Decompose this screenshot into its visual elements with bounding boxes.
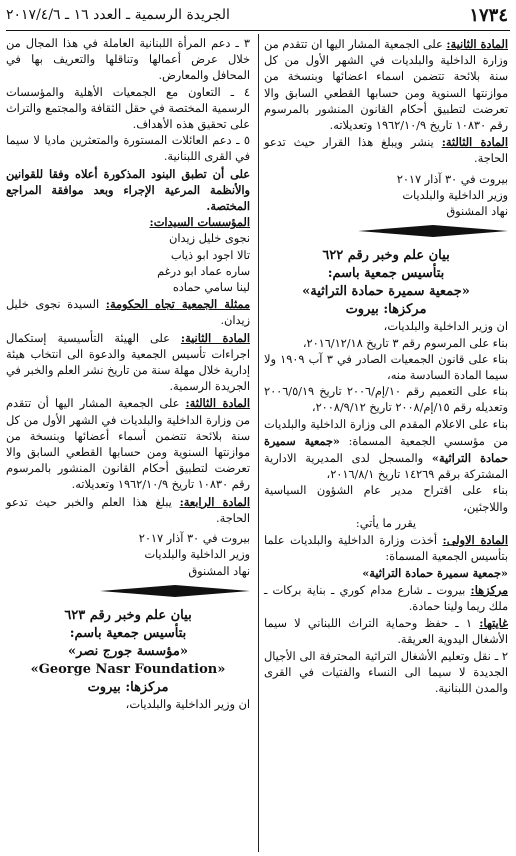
founder: تالا اجود ابو ذياب xyxy=(170,248,250,262)
article-2b: المادة الثانية: على الهيئة التأسيسية إستكمال اجراءات تأسيس الجمعية والدعوة الى انتخاب هيئة إدارية خلال مهلة سنة من تاريخ نشر العلم والخبر في الجريدة الرسمية. xyxy=(6,330,250,394)
association-name: «جمعية سميرة حمادة التراثية» xyxy=(302,284,470,300)
article-1-name: «جمعية سميرة حمادة التراثية» xyxy=(362,566,508,581)
headquarters: مركزها: بيروت xyxy=(87,679,169,695)
preamble-2: بناء على قانون الجمعيات الصادر في ٣ آب ١٩٠٩ ولا سيما المادة السادسة منه، xyxy=(264,352,508,383)
signature-name: نهاد المشنوق xyxy=(188,564,250,578)
notice-title: بيان علم وخبر رقم ٦٢٢ xyxy=(322,248,450,264)
signature-date: بيروت في ٣٠ آذار ٢٠١٧ xyxy=(396,172,508,186)
notice-title: بيان علم وخبر رقم ٦٢٣ xyxy=(64,607,192,623)
article-4b: المادة الرابعة: يبلغ هذا العلم والخبر حيث تدعو الحاجة. xyxy=(6,494,251,525)
decides-line: يقرر ما يأتي: xyxy=(355,516,417,530)
article-3: المادة الثالثة: ينشر ويبلغ هذا القرار حيث تدعو الحاجة. xyxy=(264,135,509,166)
intro-line: ان وزير الداخلية والبلديات، xyxy=(125,697,250,711)
notice-subtitle: بتأسيس جمعية باسم: xyxy=(327,266,445,282)
preamble-5: بناء على اقتراح مدير عام الشؤون السياسية واللاجئين، xyxy=(264,484,508,514)
headquarters: مركزها: بيروت xyxy=(345,302,427,318)
goal-5: ٥ ـ دعم العائلات المستورة والمتعثرين ماديا لا سيما في القرى اللبنانية. xyxy=(6,134,250,164)
founder: لينا سامي حماده xyxy=(172,281,250,295)
intro-line: ان وزير الداخلية والبلديات، xyxy=(383,320,508,334)
signature-title: وزير الداخلية والبلديات xyxy=(402,188,508,202)
signature-title: وزير الداخلية والبلديات xyxy=(144,548,250,562)
header-rule xyxy=(6,30,510,31)
goal-1: غايتها: ١ ـ حفظ وحماية التراث اللبناني لا سيما الأشغال اليدوية العريقة. xyxy=(264,616,508,647)
notice-subtitle: بتأسيس جمعية باسم: xyxy=(69,625,187,641)
left-column xyxy=(6,36,250,713)
preamble-4: بناء على الاعلام المقدم الى وزارة الداخلية والبلديات من مؤسسي الجمعية المسماة: «جمعية سميرة حمادة التراثية» والمسجل لدى المديرية الادارية المشتركة برقم ١٤٢٦٩ تاريخ ٢٠١٦/٨/١، xyxy=(264,417,509,482)
association-name: «مؤسسة جورج نصر» xyxy=(68,643,188,659)
article-2: المادة الثانية: على الجمعية المشار اليها ان تتقدم من وزارة الداخلية والبلديات في الشهر الأول من كل سنة بلائحة تتضمن اسماء اعضائها وبنسخة من موازنتها السنوية ومن حسابها القطعي السابق والا تعرضت لتطبيق أحكام القانون المنشور بالمرسوم رقم ١٠٨٣٠ تاريخ ١٩٦٢/١٠/٩ وتعديلاته. xyxy=(263,37,508,133)
signature-name: نهاد المشنوق xyxy=(446,205,508,219)
government-representative: ممثلة الجمعية تجاه الحكومة: السيدة نجوى خليل زيدان. xyxy=(6,297,250,328)
goal-3: ٣ ـ دعم المرأة اللبنانية العاملة في هذا المجال من خلال عرض أعمالها وتناقلها والتعريف بها في المحافل والمعارض. xyxy=(6,37,250,83)
founder: نجوى خليل زيدان xyxy=(169,232,250,246)
signature-date: بيروت في ٣٠ آذار ٢٠١٧ xyxy=(138,532,250,546)
separator-ornament xyxy=(100,584,250,598)
separator-ornament xyxy=(358,224,508,238)
association-name-en: «George Nasr Foundation» xyxy=(30,661,226,677)
gazette-title: الجريدة الرسمية ـ العدد ١٦ ـ ٢٠١٧/٤/٦ xyxy=(6,7,230,23)
right-column xyxy=(264,36,508,697)
article-3b: المادة الثالثة: على الجمعية المشار اليها أن تتقدم من وزارة الداخلية والبلديات في الشهر الأول من كل سنة بلائحة تتضمن أسماء أعضائها وبنسخة من موازنتها السنوية ومن حسابها القطعي السابق والا تعرضت لتطبيق أحكام القانون المنشور بالمرسوم رقم ١٠٨٣٠ تاريخ ١٩٦٢/١٠/٩ وتعديلاته. xyxy=(6,396,250,492)
preamble-1: بناء على المرسوم رقم ٣ تاريخ ٢٠١٦/١٢/١٨، xyxy=(302,336,508,350)
headquarters-detail: مركزها: بيروت ـ شارع مدام كوري ـ بناية بركات ـ ملك ريما ولينا حمادة. xyxy=(264,582,508,613)
column-divider xyxy=(258,34,259,852)
page-number: ١٧٣٤ xyxy=(469,5,508,26)
founder: ساره عماد ابو درغم xyxy=(157,264,250,278)
goal-2: ٢ ـ نقل وتعليم الأشغال التراثية المحترفة الى الأجيال الجديدة لا سيما الى النساء والفتيات في القرى والمدن اللبنانية. xyxy=(264,649,508,695)
bold-note: على أن تطبق البنود المذكورة أعلاه وفقا للقوانين والأنظمة المرعية الإجراء وبعد موافقة المراجع المختصة. xyxy=(6,166,250,214)
founders-label: المؤسسات السيدات: xyxy=(149,215,250,230)
preamble-3: بناء على التعميم رقم ١٠/إم/٢٠٠٦ تاريخ ٢٠٠٦/٥/١٩ وتعديله رقم ١٥/إم/٢٠٠٨ تاريخ ٢٠٠٨/٩/١٢، xyxy=(264,385,508,415)
page-header xyxy=(6,5,510,29)
goal-4: ٤ ـ التعاون مع الجمعيات الأهلية والمؤسسات الرسمية المختصة في حقل الثقافة والمجتمع والتراث على تحقيق هذه الأهداف. xyxy=(6,85,250,132)
article-1: المادة الاولى: أخذت وزارة الداخلية والبلديات علما بتأسيس الجمعية المسماة: xyxy=(264,533,508,564)
